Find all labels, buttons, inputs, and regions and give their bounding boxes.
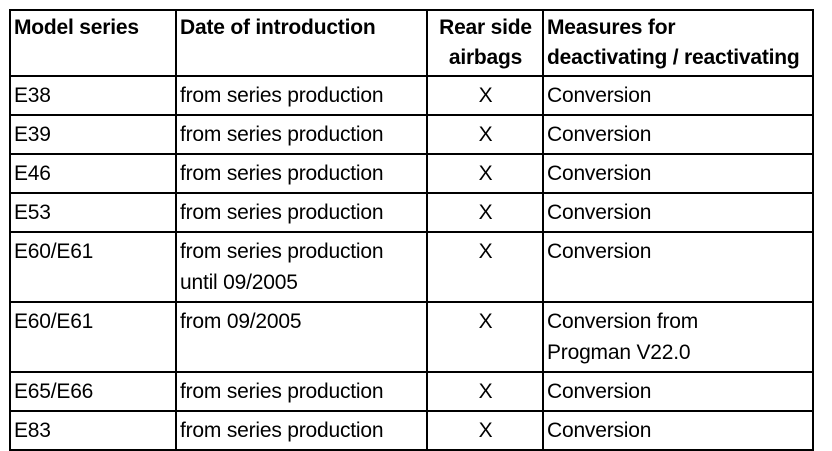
rear-side-airbags-cell xyxy=(427,411,543,450)
table-row xyxy=(10,76,813,115)
airbags-mark: X xyxy=(478,123,493,146)
date-of-introduction-cell xyxy=(176,411,427,450)
model-series-cell xyxy=(10,76,176,115)
header-airbags-line1: Rear side xyxy=(439,16,532,39)
table-header-row xyxy=(10,10,813,76)
rear-side-airbags-cell xyxy=(427,115,543,154)
measures-cell xyxy=(543,372,813,411)
measures-cell xyxy=(543,302,813,372)
date-line1: from series production xyxy=(180,419,384,442)
rear-side-airbags-cell xyxy=(427,372,543,411)
date-line1: from series production xyxy=(180,380,384,403)
date-of-introduction-cell xyxy=(176,372,427,411)
date-of-introduction-cell xyxy=(176,115,427,154)
airbags-mark: X xyxy=(478,84,493,107)
header-date-text: Date of introduction xyxy=(180,16,376,39)
table-row xyxy=(10,193,813,232)
header-measures-line2: deactivating / reactivating xyxy=(547,46,800,69)
table-row xyxy=(10,232,813,302)
model-series-text: E53 xyxy=(14,201,51,224)
measures-line1: Conversion xyxy=(547,123,652,146)
rear-side-airbags-cell xyxy=(427,193,543,232)
table-body xyxy=(10,76,813,450)
date-of-introduction-cell xyxy=(176,232,427,302)
measures-cell xyxy=(543,411,813,450)
measures-line2: Progman V22.0 xyxy=(547,341,691,364)
measures-line1: Conversion xyxy=(547,419,652,442)
model-series-text: E65/E66 xyxy=(14,380,94,403)
model-series-text: E46 xyxy=(14,162,51,185)
rear-side-airbags-cell xyxy=(427,154,543,193)
airbags-mark: X xyxy=(478,380,493,403)
table-row xyxy=(10,154,813,193)
date-line1: from series production xyxy=(180,162,384,185)
header-date-of-introduction xyxy=(176,10,427,76)
header-airbags-line2: airbags xyxy=(448,46,523,69)
model-series-cell xyxy=(10,154,176,193)
date-of-introduction-cell xyxy=(176,76,427,115)
measures-cell xyxy=(543,193,813,232)
airbags-mark: X xyxy=(478,240,493,263)
rear-side-airbags-cell xyxy=(427,302,543,372)
header-rear-side-airbags xyxy=(427,10,543,76)
table-row xyxy=(10,302,813,372)
measures-cell xyxy=(543,115,813,154)
date-line1: from series production xyxy=(180,240,384,263)
airbag-table xyxy=(9,9,814,451)
date-of-introduction-cell xyxy=(176,302,427,372)
date-of-introduction-cell xyxy=(176,154,427,193)
model-series-cell xyxy=(10,232,176,302)
model-series-text: E60/E61 xyxy=(14,310,94,333)
measures-line1: Conversion xyxy=(547,162,652,185)
airbags-mark: X xyxy=(478,162,493,185)
table-row xyxy=(10,411,813,450)
header-measures xyxy=(543,10,813,76)
airbags-mark: X xyxy=(478,310,493,333)
rear-side-airbags-cell xyxy=(427,232,543,302)
measures-line1: Conversion from xyxy=(547,310,699,333)
table-row xyxy=(10,115,813,154)
date-line1: from series production xyxy=(180,123,384,146)
header-measures-line1: Measures for xyxy=(547,16,676,39)
model-series-cell xyxy=(10,193,176,232)
model-series-cell xyxy=(10,115,176,154)
header-model-series xyxy=(10,10,176,76)
measures-cell xyxy=(543,232,813,302)
measures-cell xyxy=(543,76,813,115)
model-series-text: E83 xyxy=(14,419,51,442)
measures-line1: Conversion xyxy=(547,240,652,263)
measures-line1: Conversion xyxy=(547,201,652,224)
measures-line1: Conversion xyxy=(547,84,652,107)
header-model-series-text: Model series xyxy=(14,16,139,39)
model-series-cell xyxy=(10,302,176,372)
model-series-text: E39 xyxy=(14,123,51,146)
date-line1: from series production xyxy=(180,201,384,224)
model-series-text: E38 xyxy=(14,84,51,107)
date-line1: from series production xyxy=(180,84,384,107)
model-series-text: E60/E61 xyxy=(14,240,94,263)
rear-side-airbags-cell xyxy=(427,76,543,115)
table-row xyxy=(10,372,813,411)
date-line2: until 09/2005 xyxy=(180,271,298,294)
date-line1: from 09/2005 xyxy=(180,310,302,333)
model-series-cell xyxy=(10,411,176,450)
airbags-mark: X xyxy=(478,419,493,442)
model-series-cell xyxy=(10,372,176,411)
date-of-introduction-cell xyxy=(176,193,427,232)
measures-line1: Conversion xyxy=(547,380,652,403)
measures-cell xyxy=(543,154,813,193)
airbags-mark: X xyxy=(478,201,493,224)
